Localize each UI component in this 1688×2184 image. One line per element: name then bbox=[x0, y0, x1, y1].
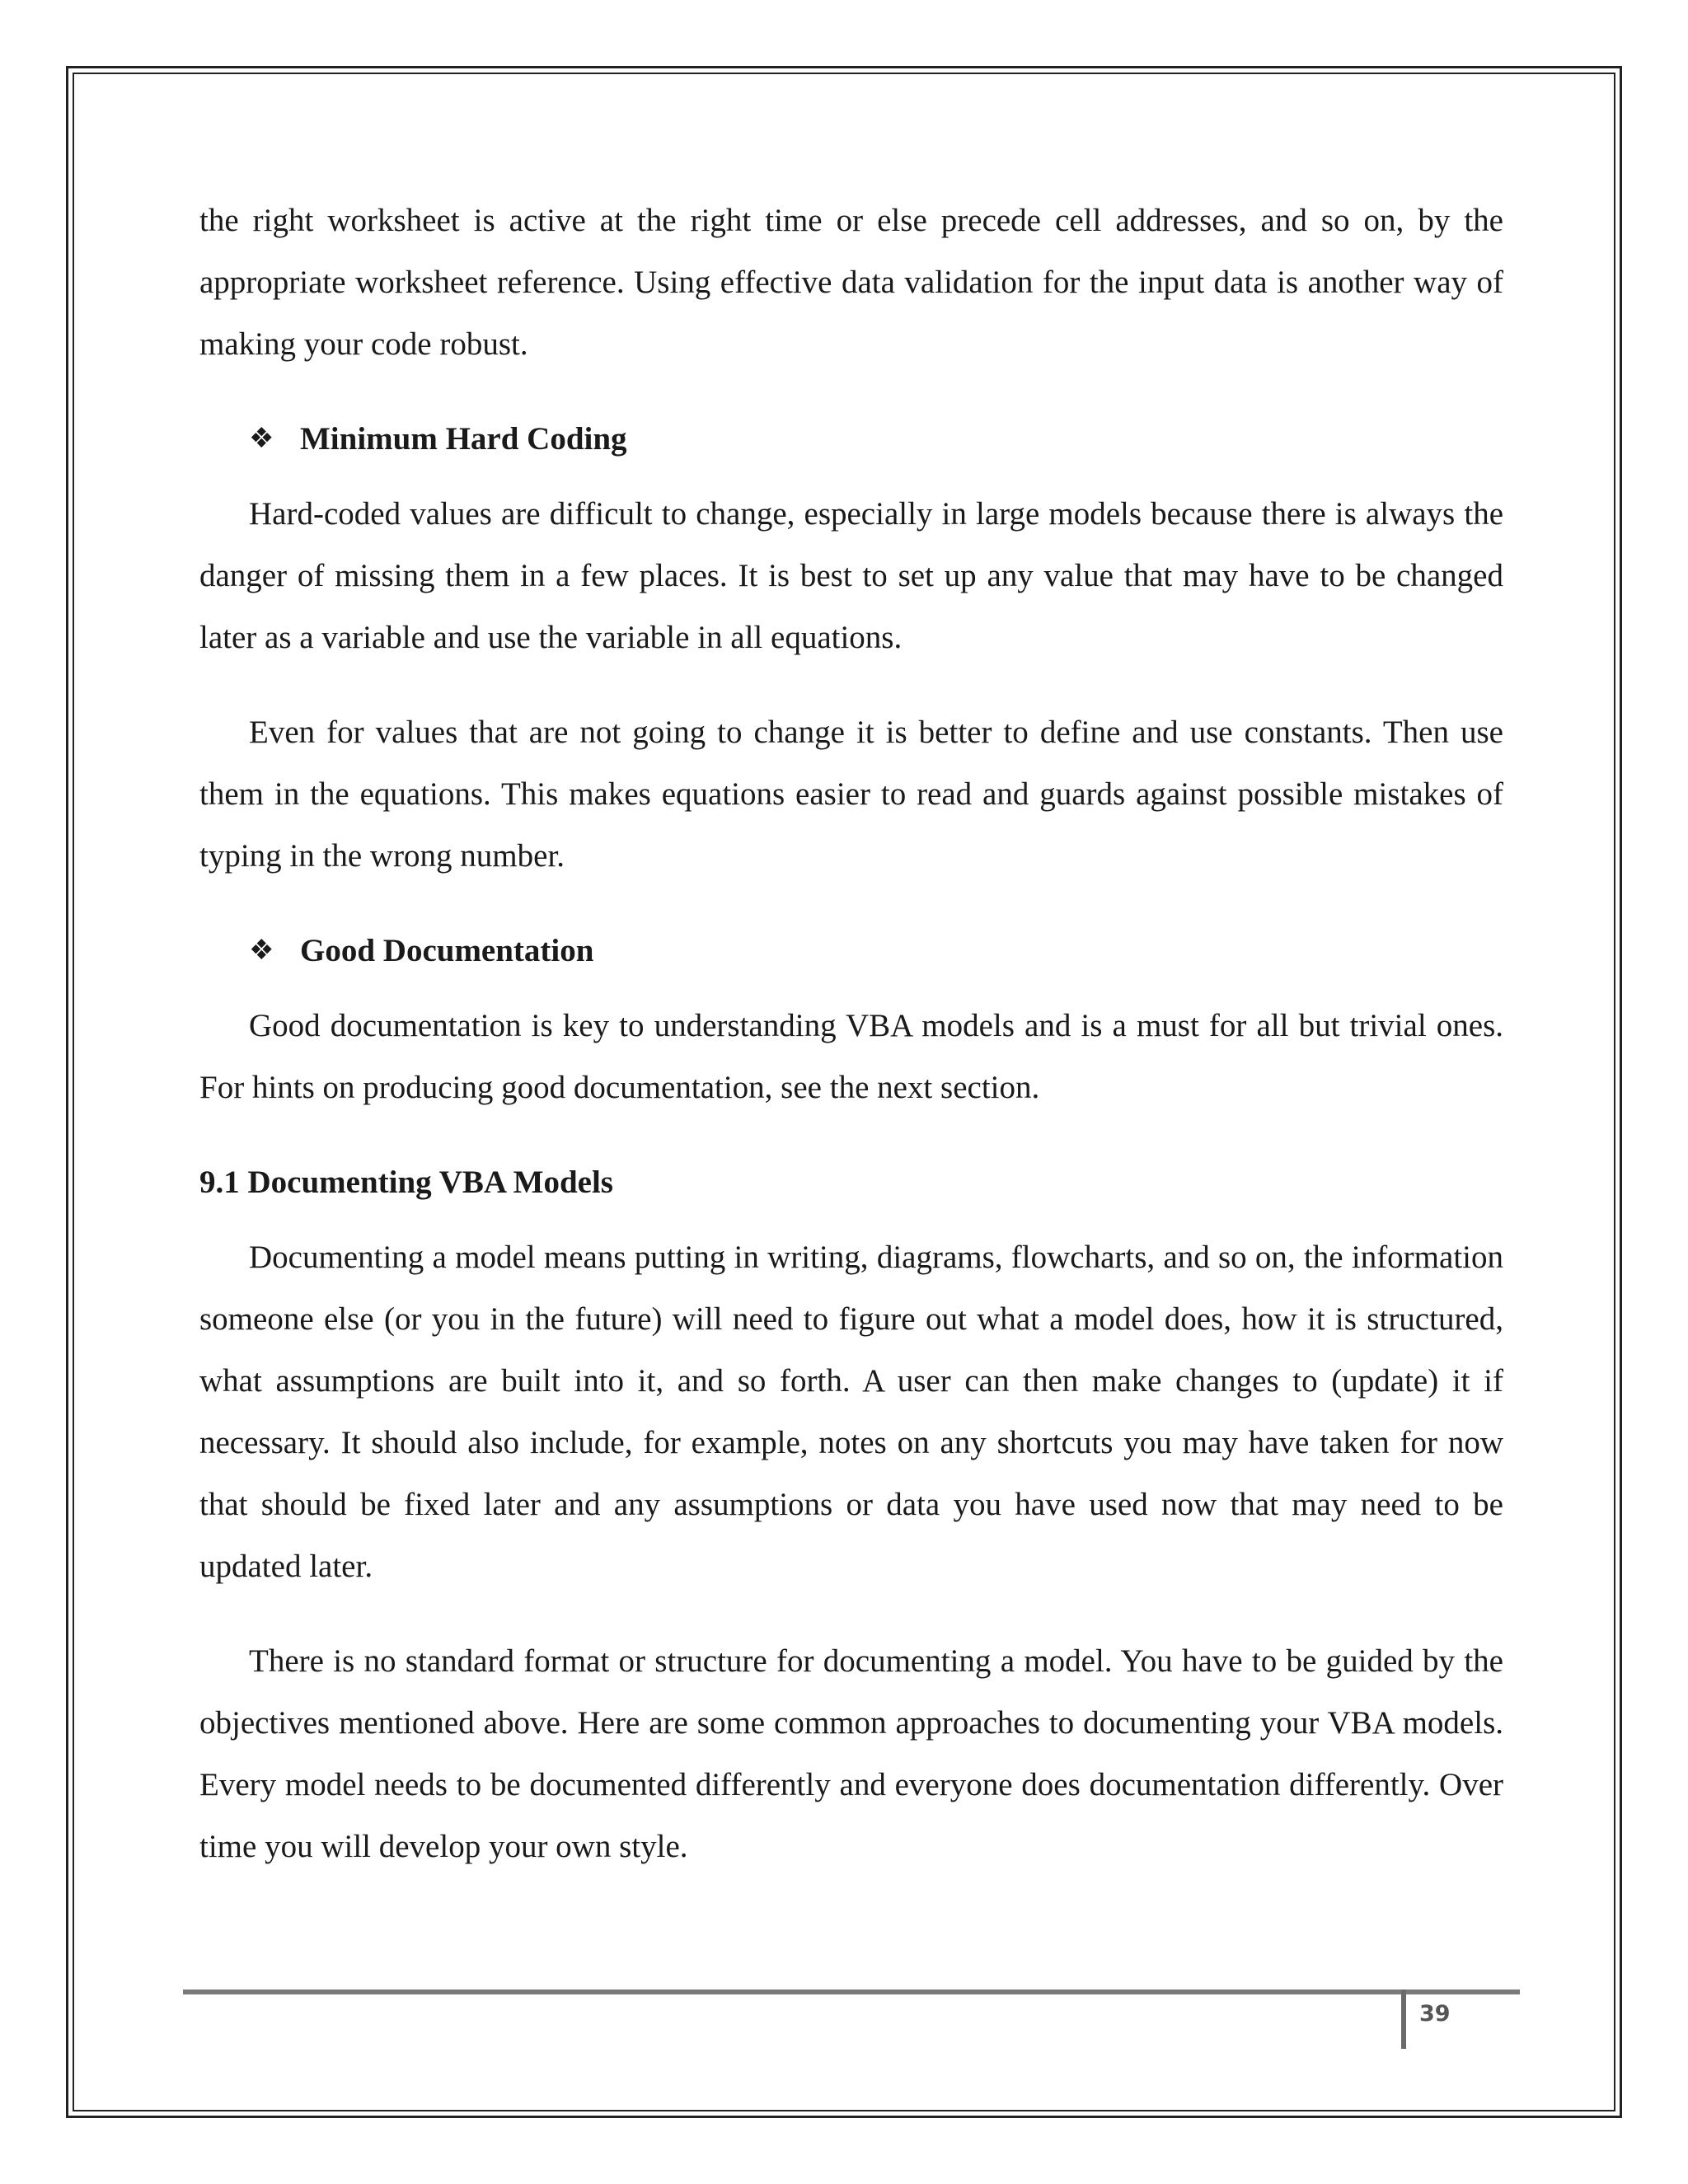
paragraph-constants: Even for values that are not going to change it is better to define and use constants. Then use them in the equations. This makes equations easier to read and guards against possible mistakes of typing in the wrong number. bbox=[199, 715, 1503, 874]
page-content bbox=[199, 190, 1503, 1877]
footer-divider-tick bbox=[1401, 1990, 1406, 2049]
footer-rule bbox=[183, 1990, 1520, 1994]
paragraph-hard-coded-values: Hard-coded values are difficult to change, especially in large models because there is always the danger of missing them in a few places. It is best to set up any value that may have to be changed later as a variable and use the variable in all equations. bbox=[199, 496, 1503, 655]
paragraph-good-documentation: Good documentation is key to understanding VBA models and is a must for all but trivial ones. For hints on producing good documentation, see the next section. bbox=[199, 1008, 1503, 1105]
heading-good-documentation-label: Good Documentation bbox=[300, 933, 594, 968]
section-heading-documenting-vba-models: 9.1 Documenting VBA Models bbox=[199, 1165, 613, 1200]
paragraph-documenting-model: Documenting a model means putting in writing, diagrams, flowcharts, and so on, the information someone else (or you in the future) will need to figure out what a model does, how it is structured, what assumptions are built into it, and so forth. A user can then make changes to (update) it if necessary. It should also include, for example, notes on any shortcuts you may have taken for now that should be fixed later and any assumptions or data you have used now that may need to be updated later. bbox=[199, 1240, 1503, 1584]
heading-good-documentation bbox=[199, 920, 1503, 982]
page-number: 39 bbox=[1419, 2001, 1451, 2027]
paragraph-no-standard-format: There is no standard format or structure for documenting a model. You have to be guided by the objectives mentioned above. Here are some common approaches to documenting your VBA models. Every model needs to be documented differently and everyone does documentation differently. Over time you will develop your own style. bbox=[199, 1643, 1503, 1864]
diamond-bullet-icon: ❖ bbox=[249, 935, 274, 966]
heading-minimum-hard-coding-label: Minimum Hard Coding bbox=[300, 421, 627, 457]
paragraph-robust-code: the right worksheet is active at the right time or else precede cell addresses, and so on, by the appropriate worksheet reference. Using effective data validation for the input data is another way of making your code robust. bbox=[199, 203, 1503, 362]
diamond-bullet-icon: ❖ bbox=[249, 424, 274, 454]
heading-minimum-hard-coding bbox=[199, 408, 1503, 470]
